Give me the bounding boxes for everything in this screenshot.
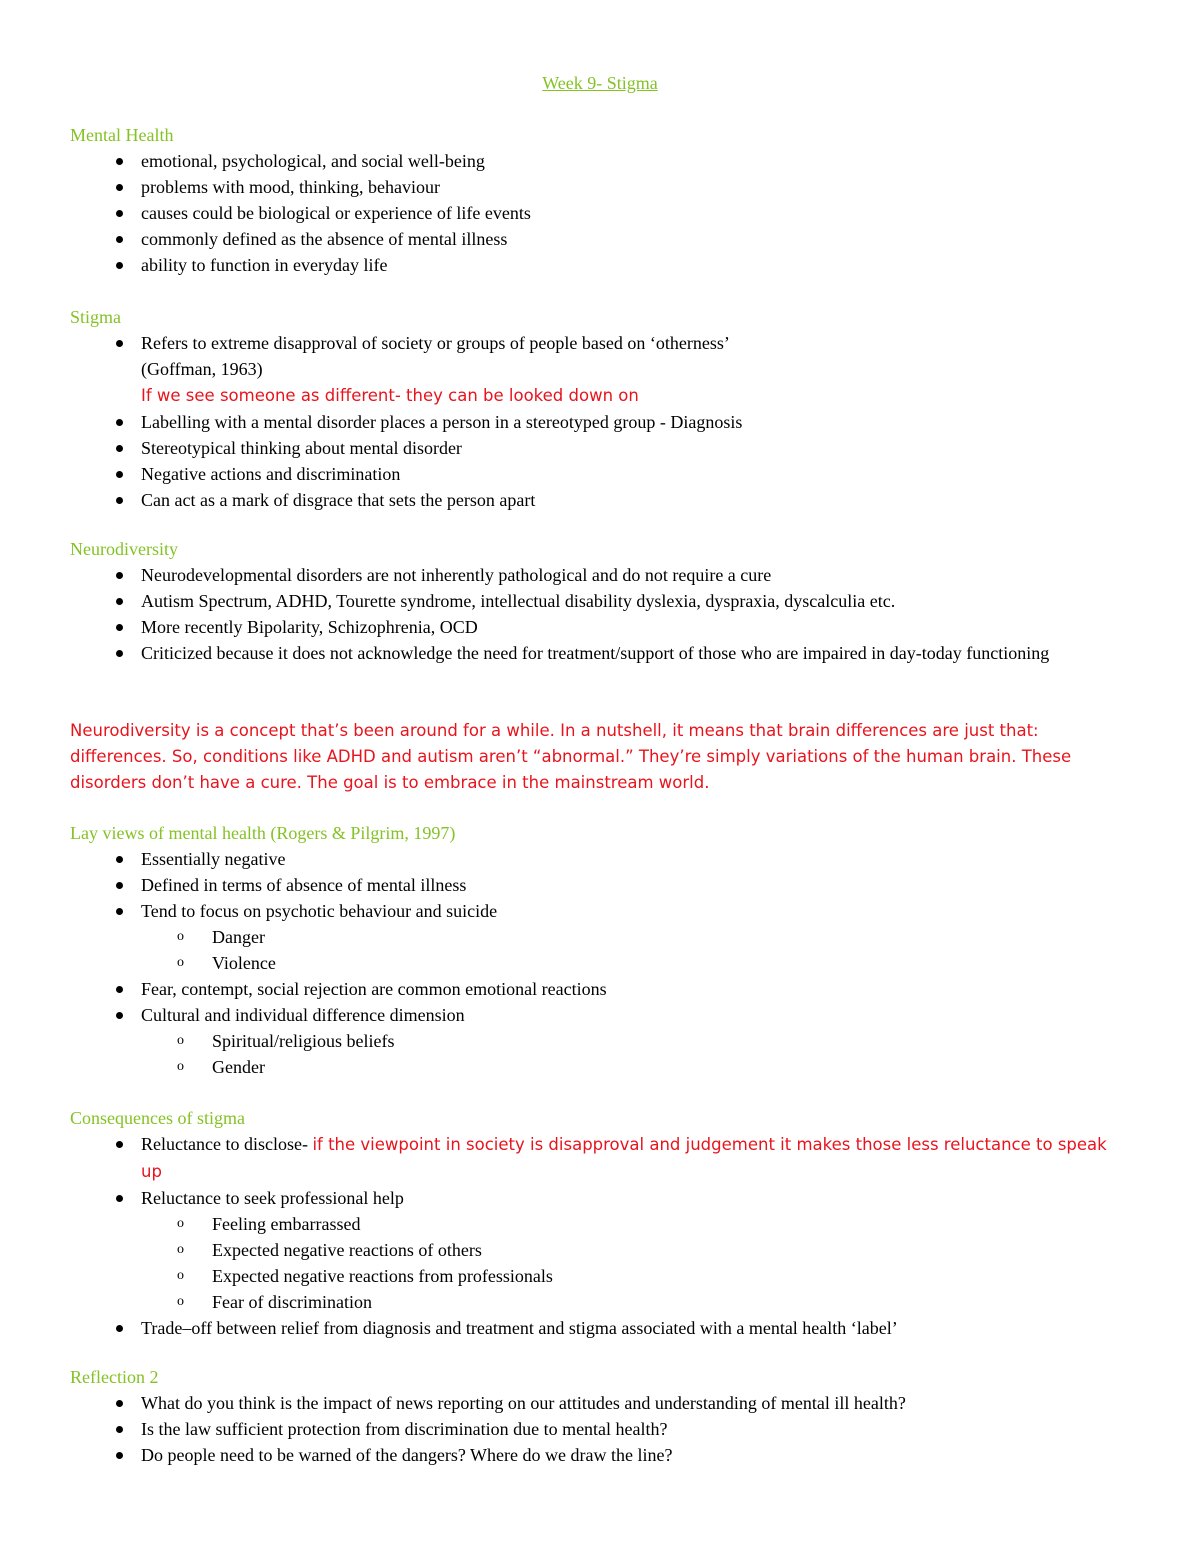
list-item: Labelling with a mental disorder places a person in a stereotyped group - Diagnosis (0, 409, 1200, 435)
circle-bullet-icon: o (177, 1216, 184, 1231)
consequences-list (0, 1131, 1200, 1341)
list-item: Do people need to be warned of the dangers? Where do we draw the line? (0, 1442, 1200, 1468)
bullet-icon (116, 1426, 123, 1433)
list-item: Criticized because it does not acknowledge the need for treatment/support of those who are impaired in day-today functioning (0, 640, 1200, 666)
bullet-icon (116, 650, 123, 657)
lay-views-list (0, 846, 1200, 1080)
bullet-icon (116, 1195, 123, 1202)
bullet-icon (116, 1141, 123, 1148)
bullet-icon (116, 236, 123, 243)
bullet-icon (116, 262, 123, 269)
bullet-icon (116, 624, 123, 631)
list-item: What do you think is the impact of news reporting on our attitudes and understanding of mental ill health? (0, 1390, 1200, 1416)
list-item: Autism Spectrum, ADHD, Tourette syndrome, intellectual disability dyslexia, dyspraxia, dyscalculia etc. (0, 588, 1200, 614)
list-item: Tend to focus on psychotic behaviour and suicide o Danger o Violence (0, 898, 1200, 976)
sub-list (141, 1211, 1130, 1315)
heading-reflection: Reflection 2 (70, 1367, 159, 1387)
stigma-note: If we see someone as different- they can be looked down on (141, 386, 639, 405)
sub-list-item: o Danger (141, 924, 1130, 950)
bullet-icon (116, 1400, 123, 1407)
circle-bullet-icon: o (177, 1033, 184, 1048)
list-item: Trade–off between relief from diagnosis and treatment and stigma associated with a mental health ‘label’ (0, 1315, 1200, 1341)
bullet-icon (116, 882, 123, 889)
list-item: Refers to extreme disapproval of society or groups of people based on ‘otherness’ (Goffman, 1963) If we see someone as different- they can be looked down on (0, 330, 1200, 409)
bullet-icon (116, 986, 123, 993)
sub-list-item: o Feeling embarrassed (141, 1211, 1130, 1237)
circle-bullet-icon: o (177, 1242, 184, 1257)
stigma-list (0, 330, 1200, 513)
bullet-icon (116, 572, 123, 579)
list-item: emotional, psychological, and social well-being (0, 148, 1200, 174)
bullet-icon (116, 340, 123, 347)
list-item: commonly defined as the absence of mental illness (0, 226, 1200, 252)
sub-list (141, 1028, 1130, 1080)
bullet-icon (116, 908, 123, 915)
citation: (Goffman, 1963) (141, 359, 263, 379)
bullet-icon (116, 1325, 123, 1332)
list-item: ability to function in everyday life (0, 252, 1200, 278)
sub-list-item: o Expected negative reactions of others (141, 1237, 1130, 1263)
heading-stigma: Stigma (70, 307, 122, 327)
list-item: Stereotypical thinking about mental disorder (0, 435, 1200, 461)
bullet-icon (116, 598, 123, 605)
bullet-icon (116, 1452, 123, 1459)
bullet-icon (116, 419, 123, 426)
circle-bullet-icon: o (177, 1059, 184, 1074)
list-item: Can act as a mark of disgrace that sets the person apart (0, 487, 1200, 513)
bullet-icon (116, 471, 123, 478)
sub-list (141, 924, 1130, 976)
sub-list-item: o Fear of discrimination (141, 1289, 1130, 1315)
bullet-icon (116, 497, 123, 504)
bullet-icon (116, 445, 123, 452)
page-title: Week 9- Stigma (542, 73, 658, 93)
list-item: Cultural and individual difference dimension o Spiritual/religious beliefs o Gender (0, 1002, 1200, 1080)
sub-list-item: o Gender (141, 1054, 1130, 1080)
heading-lay-views: Lay views of mental health (Rogers & Pilgrim, 1997) (70, 823, 456, 843)
heading-mental-health: Mental Health (70, 125, 174, 145)
sub-list-item: o Violence (141, 950, 1130, 976)
circle-bullet-icon: o (177, 929, 184, 944)
list-item: Negative actions and discrimination (0, 461, 1200, 487)
circle-bullet-icon: o (177, 1294, 184, 1309)
reflection-list (0, 1390, 1200, 1468)
sub-list-item: o Expected negative reactions from professionals (141, 1263, 1130, 1289)
list-item: Defined in terms of absence of mental illness (0, 872, 1200, 898)
list-item: Fear, contempt, social rejection are common emotional reactions (0, 976, 1200, 1002)
bullet-icon (116, 210, 123, 217)
list-item: problems with mood, thinking, behaviour (0, 174, 1200, 200)
bullet-icon (116, 184, 123, 191)
circle-bullet-icon: o (177, 955, 184, 970)
heading-neurodiversity: Neurodiversity (70, 539, 178, 559)
list-item: More recently Bipolarity, Schizophrenia, OCD (0, 614, 1200, 640)
bullet-icon (116, 1012, 123, 1019)
sub-list-item: o Spiritual/religious beliefs (141, 1028, 1130, 1054)
disclose-note: if the viewpoint in society is disapproval and judgement it makes those less reluctance to speak up (141, 1135, 1107, 1181)
bullet-icon (116, 158, 123, 165)
circle-bullet-icon: o (177, 1268, 184, 1283)
neurodiversity-paragraph: Neurodiversity is a concept that’s been around for a while. In a nutshell, it means that brain differences are just that: differences. So, conditions like ADHD and autism aren’t “abnormal.” They’re simply variations of the human brain. These disorders don’t have a cure. The goal is to embrace in the mainstream world. (70, 721, 1072, 792)
list-item: Neurodevelopmental disorders are not inherently pathological and do not require a cure (0, 562, 1200, 588)
list-item: Reluctance to disclose- if the viewpoint in society is disapproval and judgement it makes those less reluctance to speak up (0, 1131, 1200, 1185)
neurodiversity-list (0, 562, 1200, 666)
bullet-icon (116, 856, 123, 863)
heading-consequences: Consequences of stigma (70, 1108, 245, 1128)
list-item: causes could be biological or experience of life events (0, 200, 1200, 226)
list-item: Is the law sufficient protection from discrimination due to mental health? (0, 1416, 1200, 1442)
list-item: Essentially negative (0, 846, 1200, 872)
list-item: Reluctance to seek professional help o Feeling embarrassed o Expected negative reactions of others o Expected negative reactions from professionals o Fear of discrimination (0, 1185, 1200, 1315)
mental-health-list (0, 148, 1200, 278)
